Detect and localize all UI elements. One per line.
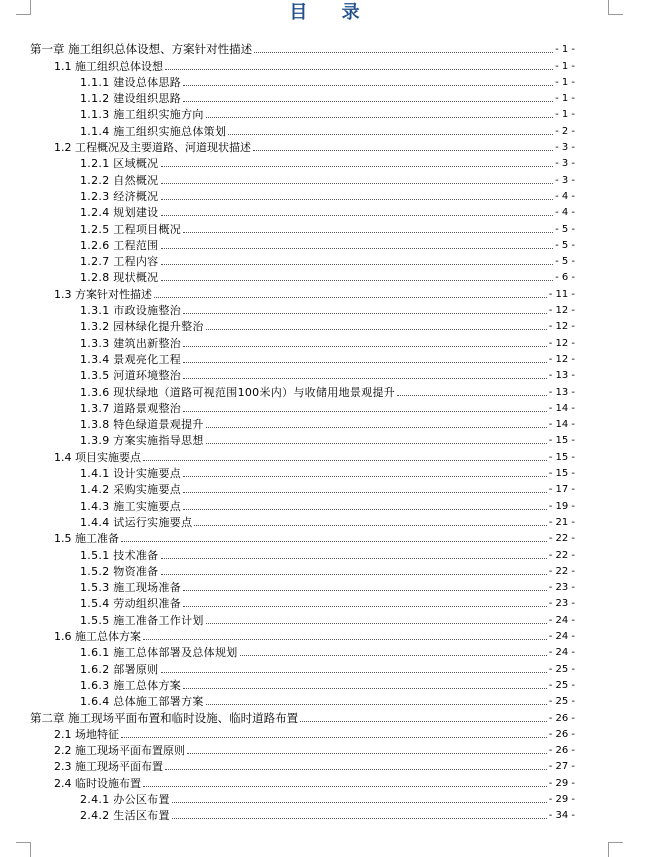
toc-entry-title: 1.2.4 规划建设	[80, 206, 159, 220]
toc-entry-title: 1.1 施工组织总体设想	[54, 59, 163, 73]
toc-dot-leader	[253, 150, 553, 151]
toc-entry[interactable]	[80, 806, 575, 822]
toc-dot-leader	[254, 52, 553, 53]
toc-entry-page: - 23 -	[548, 582, 575, 594]
toc-entry[interactable]	[80, 333, 575, 349]
toc-entry[interactable]	[80, 366, 575, 382]
toc-entry-page: - 14 -	[548, 402, 575, 414]
toc-entry-page: - 15 -	[548, 451, 575, 463]
toc-entry-page: - 1 -	[555, 44, 575, 56]
toc-dot-leader	[187, 753, 547, 754]
toc-entry-title: 第一章 施工组织总体设想、方案针对性描述	[30, 42, 253, 57]
toc-entry-title: 1.4.1 设计实施要点	[80, 467, 182, 481]
toc-dot-leader	[161, 672, 547, 673]
toc-entry-page: - 26 -	[548, 728, 575, 740]
toc-entry-page: - 12 -	[548, 353, 575, 365]
toc-entry-page: - 24 -	[548, 631, 575, 643]
toc-dot-leader	[121, 541, 547, 542]
toc-entry-page: - 12 -	[548, 305, 575, 317]
toc-entry-page: - 11 -	[548, 288, 575, 300]
toc-entry-page: - 29 -	[548, 794, 575, 806]
toc-dot-leader	[172, 818, 547, 819]
toc-entry[interactable]	[30, 708, 575, 724]
toc-entry-page: - 4 -	[555, 207, 575, 219]
toc-entry[interactable]	[80, 382, 575, 398]
toc-entry-page: - 3 -	[555, 174, 575, 186]
toc-entry-title: 1.5.5 施工准备工作计划	[80, 613, 204, 627]
toc-dot-leader	[206, 443, 547, 444]
toc-entry-title: 2.3 施工现场平面布置	[54, 760, 163, 774]
toc-entry-title: 1.4 项目实施要点	[54, 450, 141, 464]
toc-entry-page: - 17 -	[548, 484, 575, 496]
toc-dot-leader	[183, 492, 547, 493]
toc-dot-leader	[183, 411, 547, 412]
toc-dot-leader	[194, 525, 546, 526]
toc-entry[interactable]	[80, 301, 575, 317]
toc-dot-leader	[161, 248, 554, 249]
toc-entry[interactable]	[80, 480, 575, 496]
toc-entry-title: 1.2.7 工程内容	[80, 255, 159, 269]
toc-entry-page: - 19 -	[548, 500, 575, 512]
toc-entry[interactable]	[80, 203, 575, 219]
toc-entry[interactable]	[80, 659, 575, 675]
toc-title: 目 录	[289, 2, 374, 23]
toc-dot-leader	[183, 606, 547, 607]
toc-dot-leader	[143, 786, 547, 787]
toc-entry-title: 1.2 工程概况及主要道路、河道现状描述	[54, 141, 251, 155]
toc-entry[interactable]	[80, 676, 575, 692]
toc-entry-page: - 21 -	[548, 516, 575, 528]
toc-dot-leader	[183, 85, 553, 86]
toc-entry-title: 2.4.2 生活区布置	[80, 809, 170, 823]
toc-entry-page: - 25 -	[548, 696, 575, 708]
toc-dot-leader	[183, 509, 547, 510]
toc-dot-leader	[183, 101, 553, 102]
toc-entry-title: 1.3.9 方案实施指导思想	[80, 434, 204, 448]
toc-dot-leader	[397, 395, 547, 396]
toc-entry-title: 1.5.4 劳动组织准备	[80, 597, 182, 611]
toc-dot-leader	[161, 558, 547, 559]
toc-dot-leader	[206, 329, 547, 330]
toc-entry[interactable]	[80, 643, 575, 659]
toc-entry-title: 1.2.5 工程项目概况	[80, 222, 182, 236]
toc-entry[interactable]	[80, 431, 575, 447]
toc-entry-page: - 22 -	[548, 565, 575, 577]
toc-entry-title: 1.4.3 施工实施要点	[80, 499, 182, 513]
toc-entry-title: 1.1.3 施工组织实施方向	[80, 108, 204, 122]
toc-entry-title: 1.5.2 物资准备	[80, 564, 159, 578]
toc-entry-page: - 15 -	[548, 435, 575, 447]
toc-entry-title: 1.4.4 试运行实施要点	[80, 515, 193, 529]
toc-entry[interactable]	[80, 415, 575, 431]
toc-dot-leader	[165, 69, 553, 70]
toc-entry-title: 1.2.1 区域概况	[80, 157, 159, 171]
toc-entry-title: 1.3.5 河道环境整治	[80, 369, 182, 383]
toc-entry-page: - 3 -	[555, 158, 575, 170]
toc-entry-title: 1.2.6 工程范围	[80, 238, 159, 252]
toc-entry-title: 1.3.1 市政设施整治	[80, 304, 182, 318]
toc-entry-title: 1.6.1 施工总体部署及总体规划	[80, 646, 238, 660]
toc-entry-title: 1.2.8 现状概况	[80, 271, 159, 285]
toc-dot-leader	[161, 215, 554, 216]
toc-entry-page: - 26 -	[548, 712, 575, 724]
toc-dot-leader	[206, 427, 547, 428]
toc-entry-title: 2.4.1 办公区布置	[80, 793, 170, 807]
toc-entry-title: 1.2.2 自然概况	[80, 173, 159, 187]
toc-dot-leader	[183, 232, 553, 233]
toc-entry[interactable]	[80, 73, 575, 89]
toc-entry-title: 1.6.3 施工总体方案	[80, 678, 182, 692]
toc-entry[interactable]	[80, 594, 575, 610]
toc-dot-leader	[161, 264, 554, 265]
toc-entry-page: - 25 -	[548, 679, 575, 691]
toc-entry-title: 1.6 施工总体方案	[54, 630, 141, 644]
toc-entry-title: 1.3.4 景观亮化工程	[80, 352, 182, 366]
toc-entry-page: - 12 -	[548, 337, 575, 349]
toc-entry[interactable]	[80, 790, 575, 806]
toc-entry[interactable]	[80, 496, 575, 512]
toc-entry[interactable]	[80, 170, 575, 186]
toc-entry-page: - 29 -	[548, 777, 575, 789]
toc-entry-page: - 1 -	[555, 60, 575, 72]
toc-entry[interactable]	[80, 399, 575, 415]
toc-dot-leader	[228, 134, 553, 135]
toc-entry-page: - 12 -	[548, 321, 575, 333]
toc-dot-leader	[183, 590, 547, 591]
toc-entry-page: - 22 -	[548, 533, 575, 545]
toc-entry-title: 1.2.3 经济概况	[80, 189, 159, 203]
toc-entry[interactable]	[54, 774, 575, 790]
page-corner-mark	[608, 842, 623, 857]
toc-entry-title: 1.5 施工准备	[54, 532, 119, 546]
toc-dot-leader	[172, 802, 547, 803]
toc-entry-page: - 22 -	[548, 549, 575, 561]
toc-dot-leader	[183, 362, 547, 363]
toc-entry[interactable]	[80, 350, 575, 366]
toc-entry-title: 1.1.2 建设组织思路	[80, 92, 182, 106]
toc-dot-leader	[183, 313, 547, 314]
toc-entry[interactable]	[80, 219, 575, 235]
toc-dot-leader	[161, 183, 554, 184]
toc-entry-page: - 2 -	[555, 125, 575, 137]
toc-entry-title: 1.5.3 施工现场准备	[80, 581, 182, 595]
toc-entry[interactable]	[80, 464, 575, 480]
toc-entry-title: 1.3.7 道路景观整治	[80, 401, 182, 415]
toc-entry-title: 第二章 施工现场平面布置和临时设施、临时道路布置	[30, 710, 299, 725]
toc-entry[interactable]	[80, 692, 575, 708]
toc-entry-title: 1.6.4 总体施工部署方案	[80, 695, 204, 709]
toc-entry[interactable]	[54, 757, 575, 773]
toc-entry-page: - 3 -	[555, 142, 575, 154]
toc-entry-title: 2.2 施工现场平面布置原则	[54, 744, 185, 758]
toc-entry[interactable]	[80, 236, 575, 252]
toc-entry[interactable]	[80, 611, 575, 627]
toc-entry[interactable]	[54, 627, 575, 643]
toc-dot-leader	[183, 476, 547, 477]
toc-dot-leader	[121, 737, 547, 738]
toc-entry-title: 1.3 方案针对性描述	[54, 287, 152, 301]
toc-entry-title: 1.3.6 现状绿地（道路可视范围100米内）与收储用地景观提升	[80, 385, 396, 399]
toc-entry[interactable]	[80, 562, 575, 578]
toc-dot-leader	[161, 199, 554, 200]
toc-entry[interactable]	[54, 138, 575, 154]
toc-entry[interactable]	[80, 268, 575, 284]
toc-entry-title: 2.1 场地特征	[54, 727, 119, 741]
toc-entry-title: 1.3.3 建筑出新整治	[80, 336, 182, 350]
toc-entry[interactable]	[80, 187, 575, 203]
toc-entry-title: 1.3.2 园林绿化提升整治	[80, 320, 204, 334]
toc-dot-leader	[165, 769, 547, 770]
toc-entry[interactable]	[80, 122, 575, 138]
toc-entry-page: - 1 -	[555, 76, 575, 88]
toc-entry-page: - 24 -	[548, 647, 575, 659]
toc-entry-title: 1.3.8 特色绿道景观提升	[80, 418, 204, 432]
toc-dot-leader	[240, 655, 547, 656]
toc-entry-page: - 14 -	[548, 419, 575, 431]
toc-entry-page: - 15 -	[548, 468, 575, 480]
toc-dot-leader	[183, 688, 547, 689]
toc-entry[interactable]	[54, 448, 575, 464]
toc-entry[interactable]	[80, 513, 575, 529]
toc-entry-title: 1.4.2 采购实施要点	[80, 483, 182, 497]
toc-entry-page: - 5 -	[555, 256, 575, 268]
toc-entry-page: - 25 -	[548, 663, 575, 675]
toc-entry-page: - 24 -	[548, 614, 575, 626]
page-corner-mark	[16, 842, 31, 857]
toc-entry[interactable]	[54, 741, 575, 757]
toc-entry[interactable]	[54, 285, 575, 301]
toc-entry[interactable]	[80, 545, 575, 561]
toc-entry-page: - 1 -	[555, 93, 575, 105]
toc-entry-title: 1.5.1 技术准备	[80, 548, 159, 562]
toc-entry[interactable]	[80, 154, 575, 170]
toc-entry[interactable]	[80, 252, 575, 268]
toc-entry[interactable]	[54, 56, 575, 72]
toc-dot-leader	[183, 346, 547, 347]
toc-dot-leader	[161, 280, 554, 281]
toc-entry[interactable]	[80, 89, 575, 105]
toc-dot-leader	[206, 623, 547, 624]
toc-entry[interactable]	[54, 529, 575, 545]
toc-entry-page: - 1 -	[555, 109, 575, 121]
toc-dot-leader	[154, 297, 547, 298]
toc-dot-leader	[161, 166, 554, 167]
toc-entry[interactable]	[80, 105, 575, 121]
toc-entry-page: - 26 -	[548, 745, 575, 757]
toc-entry-page: - 27 -	[548, 761, 575, 773]
toc-entry-page: - 6 -	[555, 272, 575, 284]
toc-entry-title: 2.4 临时设施布置	[54, 776, 141, 790]
toc-dot-leader	[206, 704, 547, 705]
toc-entry[interactable]	[54, 725, 575, 741]
toc-entry[interactable]	[80, 578, 575, 594]
toc-entry[interactable]	[80, 317, 575, 333]
toc-dot-leader	[183, 378, 547, 379]
toc-entry-page: - 13 -	[548, 386, 575, 398]
toc-dot-leader	[300, 721, 547, 722]
toc-entry[interactable]	[30, 40, 575, 56]
toc-dot-leader	[206, 117, 553, 118]
toc-entry-page: - 4 -	[555, 190, 575, 202]
toc-entry-page: - 34 -	[548, 810, 575, 822]
toc-entry-title: 1.1.4 施工组织实施总体策划	[80, 124, 227, 138]
toc-dot-leader	[143, 639, 547, 640]
toc-dot-leader	[143, 460, 547, 461]
toc-entry-page: - 5 -	[555, 239, 575, 251]
toc-entry-title: 1.1.1 建设总体思路	[80, 75, 182, 89]
toc-entry-page: - 5 -	[555, 223, 575, 235]
toc-entry-page: - 13 -	[548, 370, 575, 382]
toc-entry-title: 1.6.2 部署原则	[80, 662, 159, 676]
toc-dot-leader	[161, 574, 547, 575]
toc-entry-page: - 23 -	[548, 598, 575, 610]
